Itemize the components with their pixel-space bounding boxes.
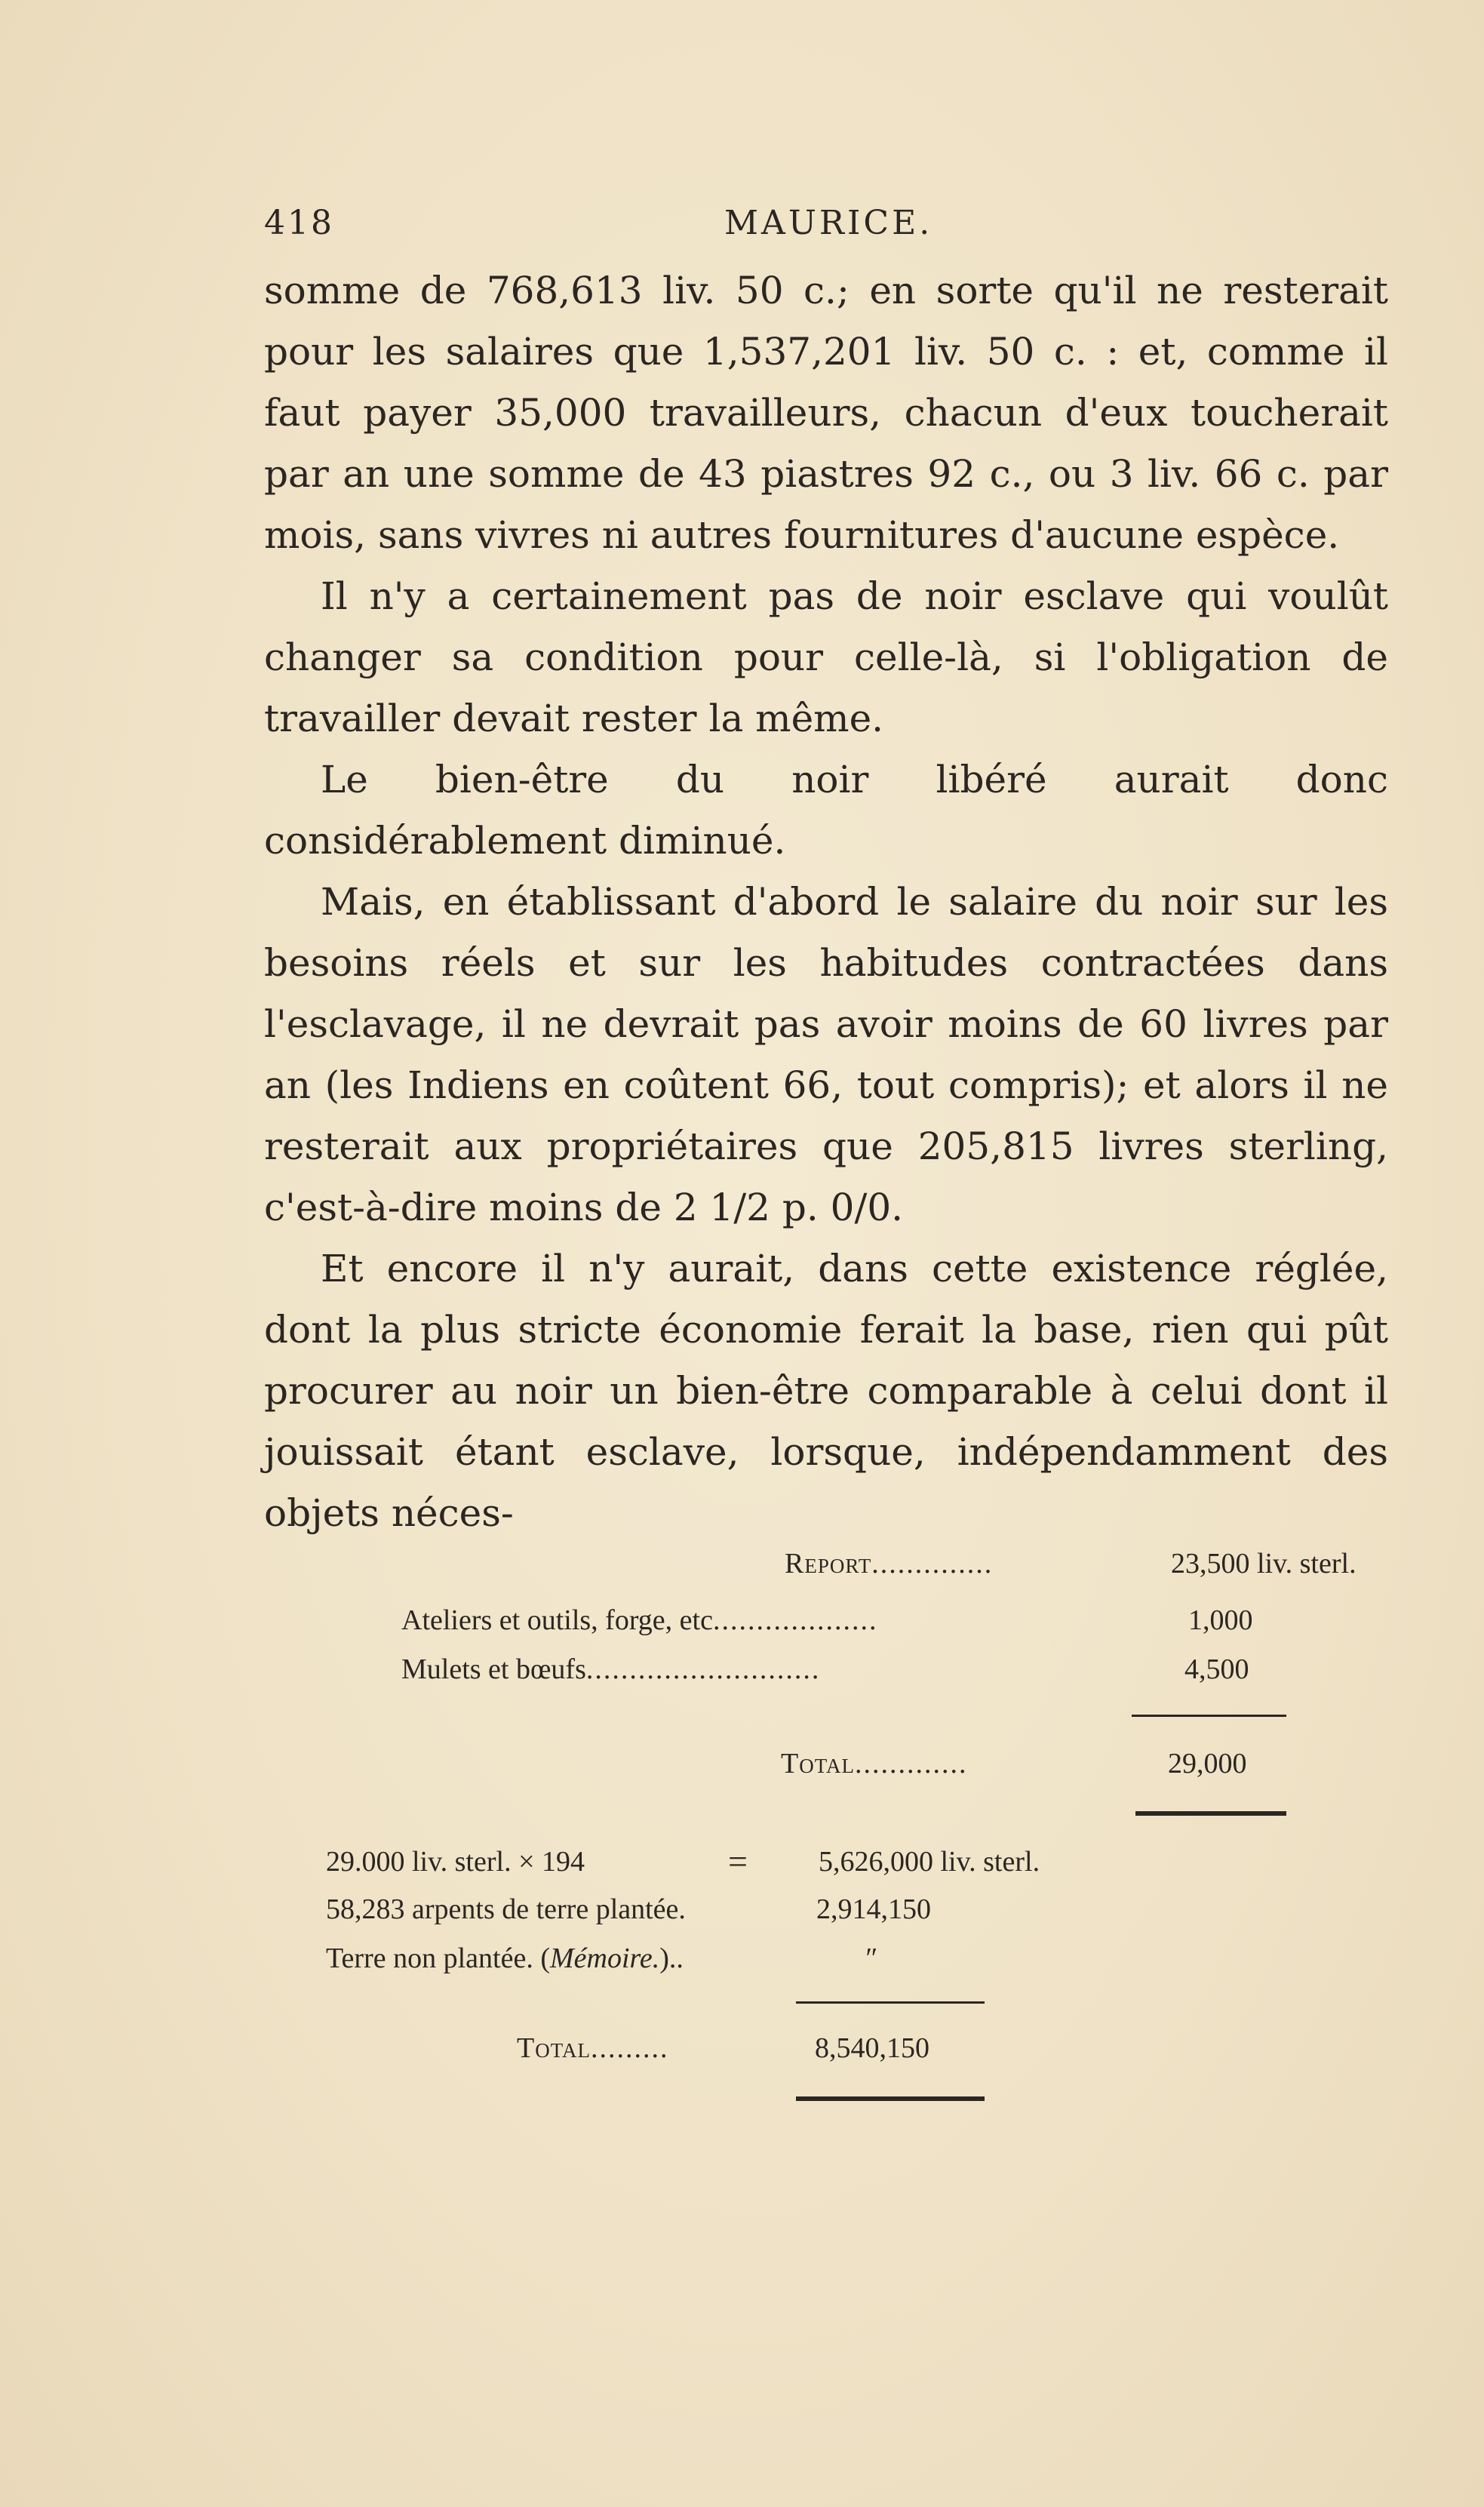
running-title: MAURICE. <box>724 204 933 242</box>
total2-dots: ......... <box>591 2032 669 2064</box>
ateliers-dots: ................... <box>712 1604 878 1636</box>
ateliers-label: Ateliers et outils, forge, etc <box>401 1604 713 1636</box>
paragraph-1: somme de 768,613 liv. 50 c.; en sorte qu'il ne resterait pour les salaires que 1,537,201 liv. 50 c. : et, comme il faut payer 35,000 travailleurs, chacun d'eux toucherait par an une somme de 43 piastres 92 c., ou 3 liv. 66 c. par mois, sans vivres ni autres fournitures d'aucune espèce. <box>264 269 1388 557</box>
report-dots: .............. <box>871 1548 994 1580</box>
page-number: 418 <box>264 204 334 242</box>
report-row <box>785 1547 993 1580</box>
mulets-row <box>401 1653 820 1686</box>
paragraph-2: Il n'y a certainement pas de noir esclave qui voulût changer sa condition pour celle-là, si l'obligation de travailler devait rester la même. <box>264 574 1388 740</box>
rule-3 <box>796 2001 985 2004</box>
arpents-label: 58,283 arpents de terre plantée. <box>326 1893 686 1925</box>
rule-4 <box>796 2096 985 2101</box>
total1-dots: ............. <box>855 1748 968 1780</box>
report-value: 23,500 liv. sterl. <box>1171 1548 1356 1580</box>
calc-equals: = <box>728 1842 748 1881</box>
total2-label: Total <box>517 2032 591 2064</box>
total1-label: Total <box>781 1748 856 1780</box>
mulets-value: 4,500 <box>1184 1653 1249 1685</box>
ateliers-value: 1,000 <box>1188 1604 1253 1636</box>
paragraph-3: Le bien-être du noir libéré aurait donc considérablement diminué. <box>264 758 1388 863</box>
calc-value: 5,626,000 liv. sterl. <box>819 1846 1040 1878</box>
non-plantee-row <box>326 1942 684 1975</box>
mulets-label: Mulets et bœufs <box>401 1653 586 1685</box>
arpents-value: 2,914,150 <box>816 1893 931 1925</box>
paragraph-5: Et encore il n'y aurait, dans cette existence réglée, dont la plus stricte économie ferait la base, rien qui pût procurer au noir un bien-être comparable à celui dont il jouissait étant esclave, lorsque, indépendamment des objets néces- <box>264 1247 1388 1535</box>
non-plantee-memo: Mémoire. <box>549 1943 660 1974</box>
non-plantee-label: Terre non plantée. <box>326 1943 533 1974</box>
calc-left: 29.000 liv. sterl. × 194 <box>326 1846 585 1878</box>
paragraph-4: Mais, en établissant d'abord le salaire du noir sur les besoins réels et sur les habitudes contractées dans l'esclavage, il ne devrait pas avoir moins de 60 livres par an (les Indiens en coûtent 66, tout compris); et alors il ne resterait aux propriétaires que 205,815 livres sterling, c'est-à-dire moins de 2 1/2 p. 0/0. <box>264 880 1388 1229</box>
ateliers-row <box>401 1604 877 1637</box>
total2-value: 8,540,150 <box>815 2032 929 2064</box>
rule-2 <box>1135 1811 1286 1816</box>
report-label: Report <box>785 1548 872 1580</box>
mulets-dots: ........................... <box>585 1653 821 1685</box>
total2-row <box>517 2032 669 2065</box>
non-plantee-value: ″ <box>864 1943 876 1974</box>
total1-value: 29,000 <box>1168 1748 1247 1780</box>
non-plantee-memo-wrap: (Mémoire.).. <box>540 1943 684 1974</box>
rule-1 <box>1132 1715 1286 1717</box>
total1-row <box>781 1747 968 1780</box>
